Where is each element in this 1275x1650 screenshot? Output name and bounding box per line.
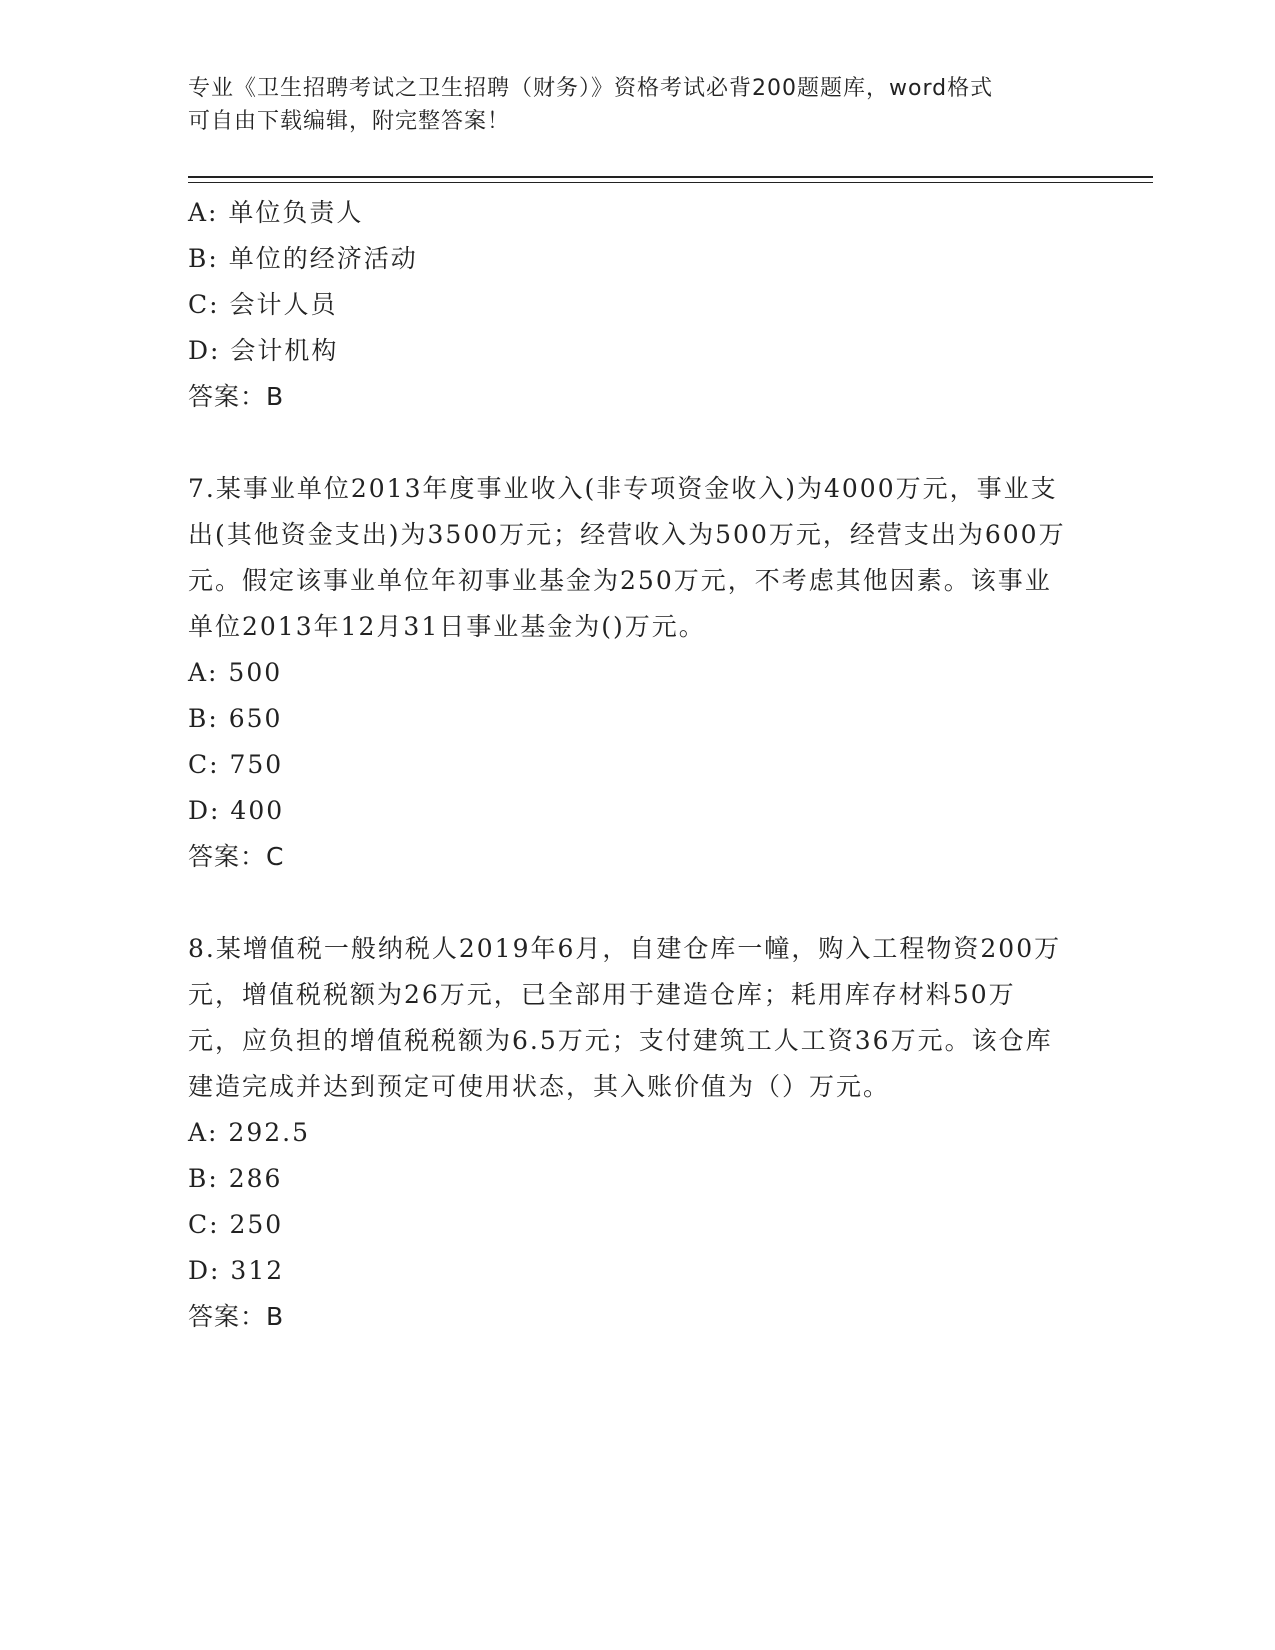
question-7-text: 7.某事业单位2013年度事业收入(非专项资金收入)为4000万元，事业支出(其他资金支出)为3500万元；经营收入为500万元，经营支出为600万元。假定该事业单位年初事业基金为250万元，不考虑其他因素。该事业单位2013年12月31日事业基金为()万元。 [188,474,1066,641]
option-b: B: 650 [188,704,283,733]
option-b: B: 286 [188,1164,283,1193]
question-6-block [188,190,1088,420]
spacer [188,420,1088,466]
option-b: B: 单位的经济活动 [188,244,418,273]
header-divider-thick [188,176,1153,178]
header-line-1: 专业《卫生招聘考试之卫生招聘（财务）》资格考试必背200题题库，word格式 [188,76,994,101]
option-c: C: 250 [188,1210,284,1239]
option-d: D: 312 [188,1256,285,1285]
header-divider-thin [188,182,1153,183]
question-8-text: 8.某增值税一般纳税人2019年6月，自建仓库一幢，购入工程物资200万元，增值税税额为26万元，已全部用于建造仓库；耗用库存材料50万元，应负担的增值税税额为6.5万元；支付建筑工人工资36万元。该仓库建造完成并达到预定可使用状态，其入账价值为（）万元。 [188,934,1062,1101]
option-c: C: 会计人员 [188,290,338,319]
option-a: A: 292.5 [188,1118,310,1147]
question-7-block [188,466,1088,880]
option-a: A: 单位负责人 [188,198,364,227]
question-8-block [188,926,1088,1340]
option-d: D: 400 [188,796,285,825]
question-text [188,926,1088,1110]
spacer [188,880,1088,926]
option-c: C: 750 [188,750,284,779]
option-a: A: 500 [188,658,283,687]
question-text [188,466,1088,650]
header-line-2: 可自由下载编辑，附完整答案！ [188,109,511,134]
question-list [188,190,1088,1340]
document-header [188,72,1088,138]
answer-line: 答案：B [188,382,285,411]
answer-line: 答案：C [188,842,285,871]
option-d: D: 会计机构 [188,336,339,365]
answer-line: 答案：B [188,1302,285,1331]
